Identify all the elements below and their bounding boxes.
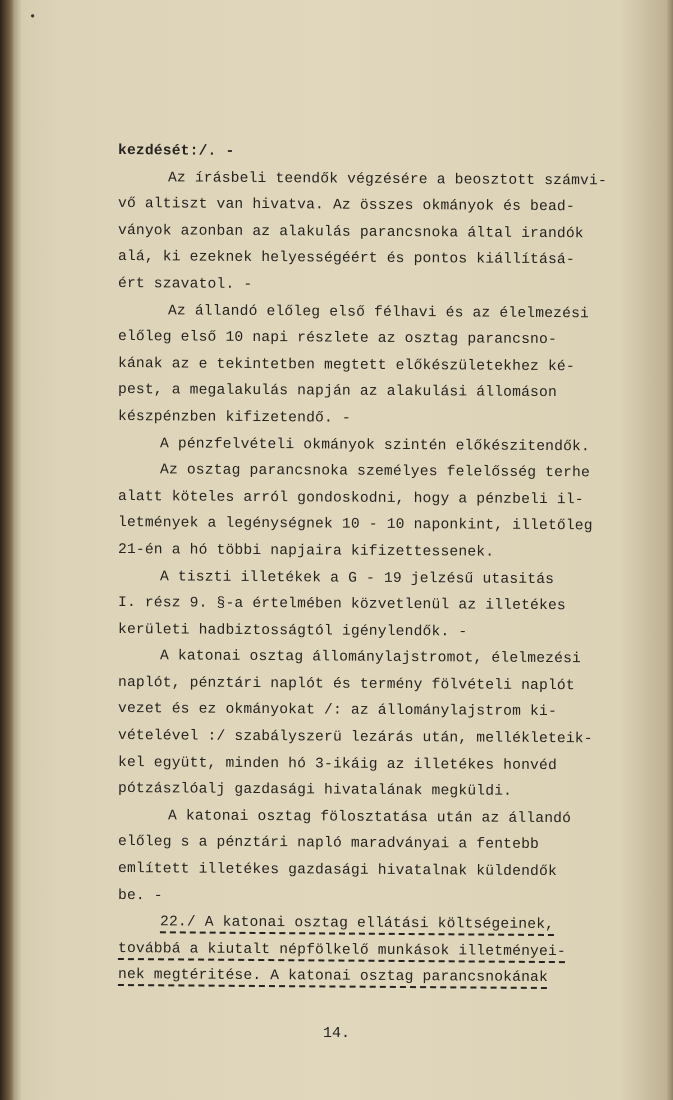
text-line xyxy=(118,351,648,381)
text-line xyxy=(118,564,648,594)
text-line-content: kel együtt, minden hó 3-ikáig az illetékes honvéd xyxy=(117,754,557,774)
text-line xyxy=(118,936,648,966)
text-line-content: A katonai osztag fölosztatása után az állandó xyxy=(167,808,572,828)
text-line xyxy=(118,244,648,274)
text-line xyxy=(118,776,648,806)
text-line xyxy=(118,404,648,434)
text-line-content: ért szavatol. - xyxy=(117,275,253,293)
text-line-content: vezet és ez okmányokat /: az állománylajstrom ki- xyxy=(117,701,557,721)
text-line xyxy=(118,883,648,913)
text-line-content: kerületi hadbiztosságtól igénylendők. - xyxy=(117,621,468,641)
text-line-content: vő altiszt van hivatva. Az összes okmányok és bead- xyxy=(117,196,575,216)
text-line xyxy=(118,723,648,753)
text-line xyxy=(118,537,648,567)
text-line xyxy=(118,298,648,328)
text-line-content: ványok azonban az alakulás parancsnoka által irandók xyxy=(117,222,584,243)
text-line-content: nek megtéritése. A katonai osztag parancsnokának xyxy=(117,967,549,987)
text-line xyxy=(118,696,648,726)
text-line-content: letmények a legénységnek 10 - 10 naponkint, illetőleg xyxy=(117,515,593,535)
text-line xyxy=(118,590,648,620)
text-line-content: A tiszti illetékek a G - 19 jelzésű utasitás xyxy=(159,568,555,588)
text-line-content: Az állandó előleg első félhavi és az élelmezési xyxy=(167,302,590,322)
text-line-content: 21-én a hó többi napjaira kifizettessenek. xyxy=(117,541,495,561)
text-line xyxy=(118,510,648,540)
text-line-content: 22./ A katonai osztag ellátási költségeinek, xyxy=(159,914,555,934)
text-line xyxy=(118,377,648,407)
text-line xyxy=(118,962,648,992)
text-line-content: A pénzfelvételi okmányok szintén előkészitendők. xyxy=(159,435,591,455)
text-line xyxy=(118,750,648,780)
text-line-content: alatt köteles arról gondoskodni, hogy a pénzbeli il- xyxy=(117,488,584,508)
text-line-content: előleg s a pénztári napló maradványai a fentebb xyxy=(117,834,540,854)
book-spine-shadow xyxy=(0,0,14,1100)
text-line-content: továbbá a kiutalt népfölkelő munkások illetményei- xyxy=(117,940,566,960)
text-line-content: Az írásbeli teendők végzésére a beosztott számvi- xyxy=(167,169,607,190)
text-line-content: be. - xyxy=(117,887,163,904)
text-line xyxy=(118,324,648,354)
text-line xyxy=(118,165,648,195)
text-line xyxy=(118,484,648,514)
page-number: 14. xyxy=(322,1025,350,1042)
text-line xyxy=(118,218,648,248)
text-line xyxy=(118,909,648,939)
text-line xyxy=(118,457,648,487)
text-line-content: pótzászlóalj gazdasági hivatalának megküldi. xyxy=(117,781,513,801)
text-line xyxy=(118,829,648,859)
text-line-content: Az osztag parancsnoka személyes felelősség terhe xyxy=(159,462,591,482)
text-line-content: naplót, pénztári naplót és termény fölvételi naplót xyxy=(117,674,575,695)
text-line xyxy=(118,138,648,168)
page-mark: • xyxy=(29,10,37,24)
text-line-content: vételével :/ szabályszerü lezárás után, mellékleteik- xyxy=(117,728,593,748)
typed-text-block xyxy=(118,138,648,989)
text-line-content: készpénzben kifizetendő. - xyxy=(117,408,351,427)
text-line xyxy=(118,643,648,673)
text-line-content: A katonai osztag állománylajstromot, élelmezési xyxy=(159,648,582,668)
text-line-content: kának az e tekintetben megtett előkészületekhez ké- xyxy=(117,355,575,375)
text-line-content: kezdését:/. - xyxy=(117,143,235,160)
text-line xyxy=(118,431,648,461)
text-line xyxy=(118,856,648,886)
text-line-content: I. rész 9. §-a értelmében közvetlenül az illetékes xyxy=(117,595,566,615)
text-line-content: említett illetékes gazdasági hivatalnak küldendők xyxy=(117,861,557,881)
text-line-content: előleg első 10 napi részlete az osztag parancsno- xyxy=(117,329,557,349)
text-line xyxy=(118,617,648,647)
text-line xyxy=(118,271,648,301)
text-line-content: alá, ki ezeknek helyességéért és pontos kiállításá- xyxy=(117,249,575,269)
text-line-content: pest, a megalakulás napján az alakulási állomáson xyxy=(117,382,557,402)
text-line xyxy=(118,191,648,221)
